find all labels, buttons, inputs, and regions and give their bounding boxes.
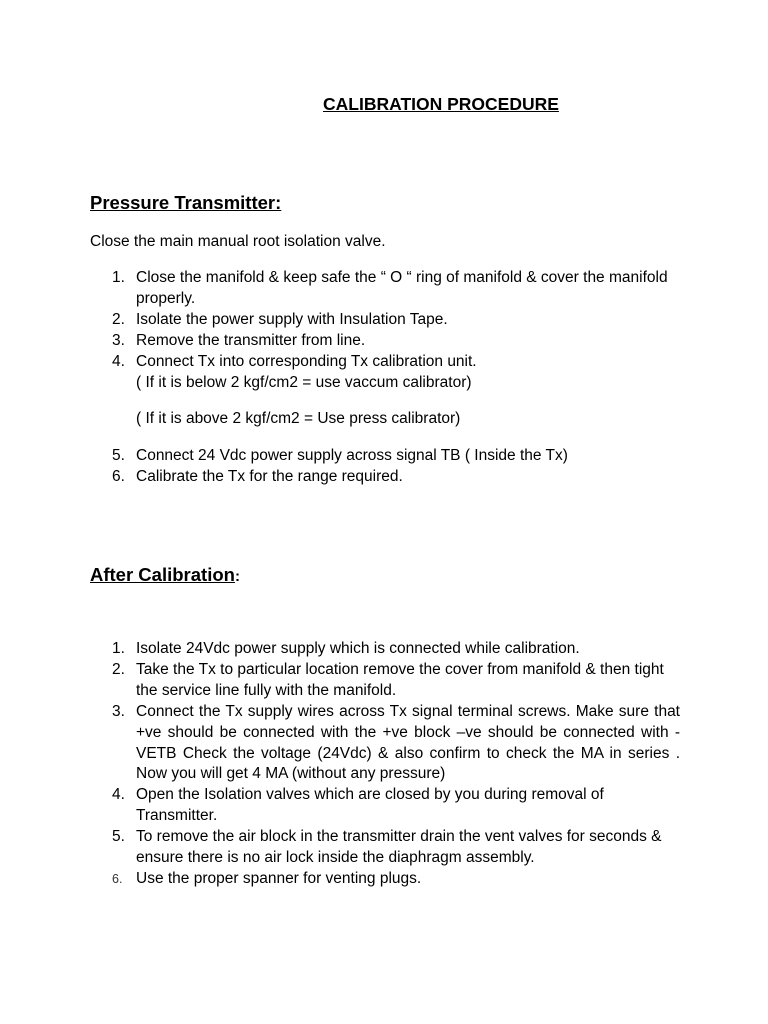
after-calibration-heading-text: After Calibration xyxy=(90,564,235,585)
list-item-number: 1. xyxy=(112,640,125,657)
pressure-transmitter-heading-text: Pressure Transmitter: xyxy=(90,192,282,213)
list-item xyxy=(90,785,680,827)
list-item xyxy=(90,702,680,786)
pressure-steps-list-b xyxy=(90,446,680,488)
list-item-text: Isolate the power supply with Insulation Tape. xyxy=(136,310,448,328)
list-item-text: Connect 24 Vdc power supply across signal TB ( Inside the Tx) xyxy=(136,447,568,464)
list-item xyxy=(90,660,680,702)
list-item-text: Isolate 24Vdc power supply which is connected while calibration. xyxy=(136,640,580,657)
page-title: CALIBRATION PROCEDURE xyxy=(323,94,559,114)
after-calibration-heading-colon: : xyxy=(234,568,240,585)
list-item-number: 2. xyxy=(112,310,125,328)
list-item-number: 4. xyxy=(112,786,125,804)
pressure-transmitter-heading xyxy=(90,192,281,214)
after-calibration-steps-list xyxy=(90,639,680,890)
intro-paragraph: Close the main manual root isolation valve. xyxy=(90,233,386,250)
list-item-text: Connect the Tx supply wires across Tx signal terminal screws. Make sure that +ve should be connected with the +ve block –ve should be connected with -VETB Check the voltage (24Vdc) & also confirm to check the MA in series . Now you will get 4 MA (without any pressure) xyxy=(136,702,680,783)
list-item xyxy=(90,827,680,869)
list-item-number: 2. xyxy=(112,660,125,678)
list-item-text: Take the Tx to particular location remove the cover from manifold & then tight the service line fully with the manifold. xyxy=(136,660,664,699)
list-item-text: Use the proper spanner for venting plugs. xyxy=(136,869,422,887)
list-item-text: Connect Tx into corresponding Tx calibration unit. xyxy=(136,352,477,370)
list-item-number: 5. xyxy=(112,447,125,464)
list-item-text: Remove the transmitter from line. xyxy=(136,331,366,349)
list-item-number: 3. xyxy=(112,702,125,720)
list-item xyxy=(90,446,680,467)
above-2kgf-note: ( If it is above 2 kgf/cm2 = Use press calibrator) xyxy=(136,410,461,427)
list-item xyxy=(90,310,680,331)
after-calibration-heading xyxy=(90,564,240,586)
list-item-number: 6. xyxy=(112,467,125,485)
list-item-number: 1. xyxy=(112,269,125,286)
list-item xyxy=(90,352,680,373)
pressure-steps-list-a xyxy=(90,268,680,373)
list-item xyxy=(90,331,680,352)
list-item xyxy=(90,639,680,660)
list-item xyxy=(90,869,680,890)
list-item-number: 5. xyxy=(112,828,125,846)
list-item-text: To remove the air block in the transmitter drain the vent valves for seconds & ensure there is no air lock inside the diaphragm assembly. xyxy=(136,828,662,867)
list-item-number: 4. xyxy=(112,352,125,370)
list-item xyxy=(90,268,680,310)
below-2kgf-note: ( If it is below 2 kgf/cm2 = use vaccum calibrator) xyxy=(136,374,472,391)
list-item-number: 6. xyxy=(112,871,123,886)
list-item-text: Calibrate the Tx for the range required. xyxy=(136,467,403,485)
list-item xyxy=(90,467,680,488)
list-item-text: Close the manifold & keep safe the “ O “ ring of manifold & cover the manifold properly. xyxy=(136,269,668,307)
list-item-number: 3. xyxy=(112,331,125,349)
list-item-text: Open the Isolation valves which are closed by you during removal of Transmitter. xyxy=(136,786,604,825)
